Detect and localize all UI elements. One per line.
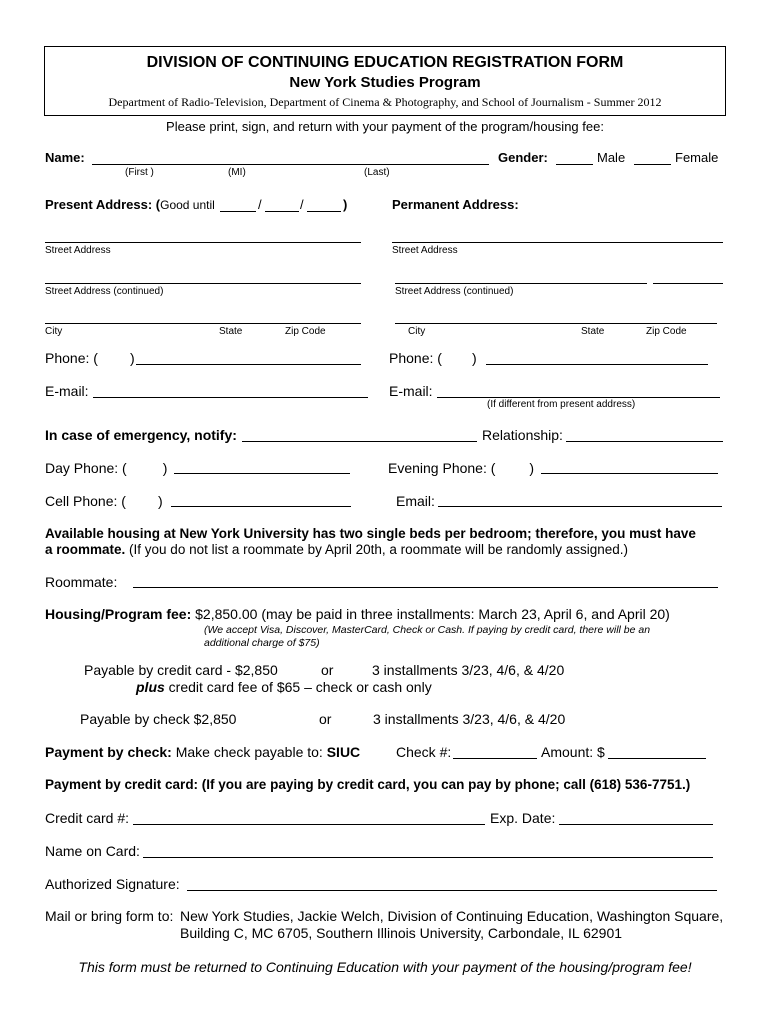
present-street2-field[interactable] xyxy=(45,283,361,284)
mail-label: Mail or bring form to: xyxy=(45,908,174,924)
mi-caption: (MI) xyxy=(228,167,246,178)
present-email-label: E-mail: xyxy=(45,383,89,399)
gender-label: Gender: xyxy=(498,150,548,165)
good-until-close: ) xyxy=(343,197,348,212)
form-title: DIVISION OF CONTINUING EDUCATION REGISTRATION FORM xyxy=(146,54,624,71)
present-street2-caption: Street Address (continued) xyxy=(45,286,164,297)
card-number-field[interactable] xyxy=(133,824,485,825)
evening-phone-field[interactable] xyxy=(541,473,718,474)
first-caption: (First ) xyxy=(125,167,154,178)
plus-fee-line: plus credit card fee of $65 – check or cash only xyxy=(136,679,432,695)
email-note: (If different from present address) xyxy=(487,399,636,410)
present-state-caption: State xyxy=(219,326,243,337)
check-option: Payable by check $2,850 xyxy=(80,711,237,727)
fee-note-2: additional charge of $75) xyxy=(204,637,320,649)
form-subtitle: New York Studies Program xyxy=(289,74,481,91)
name-label: Name: xyxy=(45,150,85,165)
signature-label: Authorized Signature: xyxy=(45,876,180,892)
present-street-caption: Street Address xyxy=(45,245,111,256)
permanent-street2-caption: Street Address (continued) xyxy=(395,286,514,297)
permanent-city-field[interactable] xyxy=(395,323,717,324)
last-caption: (Last) xyxy=(364,167,390,178)
roommate-field[interactable] xyxy=(133,587,718,588)
housing-line-2: a roommate. (If you do not list a roommate by April 20th, a roommate will be randomly assigned.) xyxy=(45,542,629,557)
slash-2: / xyxy=(300,197,304,212)
mail-line-1: New York Studies, Jackie Welch, Division of Continuing Education, Washington Square, xyxy=(180,908,724,924)
present-phone-label: Phone: ( ) xyxy=(45,350,135,366)
permanent-city-caption: City xyxy=(408,326,426,337)
credit-option: Payable by credit card - $2,850 xyxy=(84,662,278,678)
fee-note-1: (We accept Visa, Discover, MasterCard, Check or Cash. If paying by credit card, there will be an xyxy=(204,624,651,636)
permanent-email-label: E-mail: xyxy=(389,383,433,399)
payment-credit-line: Payment by credit card: (If you are paying by credit card, you can pay by phone; call (618) 536-7751.) xyxy=(45,777,691,792)
good-until-month[interactable] xyxy=(220,211,256,212)
emergency-contact-field[interactable] xyxy=(242,441,477,442)
fee-line: Housing/Program fee: $2,850.00 (may be paid in three installments: March 23, April 6, and April 20) xyxy=(45,606,670,622)
roommate-label: Roommate: xyxy=(45,574,118,590)
permanent-street2-field[interactable] xyxy=(395,283,647,284)
or-2: or xyxy=(319,711,332,727)
exp-date-field[interactable] xyxy=(559,824,713,825)
name-on-card-label: Name on Card: xyxy=(45,843,140,859)
good-until-year[interactable] xyxy=(307,211,341,212)
male-label: Male xyxy=(597,150,626,165)
mail-line-2: Building C, MC 6705, Southern Illinois University, Carbondale, IL 62901 xyxy=(180,925,623,941)
present-street-field[interactable] xyxy=(45,242,361,243)
amount-label: Amount: $ xyxy=(541,744,605,760)
cell-phone-field[interactable] xyxy=(171,506,351,507)
permanent-state-caption: State xyxy=(581,326,605,337)
permanent-street-field[interactable] xyxy=(392,242,723,243)
permanent-phone-field[interactable] xyxy=(486,364,708,365)
present-email-field[interactable] xyxy=(93,397,368,398)
good-until-day[interactable] xyxy=(265,211,299,212)
name-field[interactable] xyxy=(92,164,489,165)
emergency-email-field[interactable] xyxy=(438,506,722,507)
amount-field[interactable] xyxy=(608,758,706,759)
day-phone-label: Day Phone: ( ) xyxy=(45,460,168,476)
check-number-label: Check #: xyxy=(396,744,452,760)
signature-field[interactable] xyxy=(187,890,717,891)
permanent-street-caption: Street Address xyxy=(392,245,458,256)
present-phone-field[interactable] xyxy=(136,364,361,365)
installments-2: 3 installments 3/23, 4/6, & 4/20 xyxy=(373,711,566,727)
payment-check-line: Payment by check: Make check payable to: SIUC xyxy=(45,744,361,760)
day-phone-field[interactable] xyxy=(174,473,350,474)
female-field[interactable] xyxy=(634,164,671,165)
departments-line: Department of Radio-Television, Department of Cinema & Photography, and School of Journalism - Summer 2012 xyxy=(108,95,662,109)
emergency-label: In case of emergency, notify: xyxy=(45,427,237,443)
permanent-email-field[interactable] xyxy=(437,397,720,398)
relationship-label: Relationship: xyxy=(482,427,563,443)
card-number-label: Credit card #: xyxy=(45,810,130,826)
good-until-label: Good until xyxy=(160,198,215,212)
name-on-card-field[interactable] xyxy=(143,857,713,858)
relationship-field[interactable] xyxy=(566,441,723,442)
slash-1: / xyxy=(258,197,262,212)
permanent-phone-label: Phone: ( ) xyxy=(389,350,477,366)
emergency-email-label: Email: xyxy=(396,493,435,509)
present-city-field[interactable] xyxy=(45,323,361,324)
housing-line-1: Available housing at New York University has two single beds per bedroom; therefore, you must have xyxy=(45,526,696,541)
permanent-address-label: Permanent Address: xyxy=(392,197,519,212)
male-field[interactable] xyxy=(556,164,593,165)
check-number-field[interactable] xyxy=(453,758,537,759)
or-1: or xyxy=(321,662,334,678)
evening-phone-label: Evening Phone: ( ) xyxy=(388,460,535,476)
present-address-label: Present Address: (Good until xyxy=(45,197,215,212)
present-zip-caption: Zip Code xyxy=(285,326,326,337)
present-city-caption: City xyxy=(45,326,63,337)
permanent-zip-caption: Zip Code xyxy=(646,326,687,337)
footer-note: This form must be returned to Continuing Education with your payment of the housing/program fee! xyxy=(78,959,692,975)
female-label: Female xyxy=(675,150,719,165)
permanent-street2-field-b[interactable] xyxy=(653,283,723,284)
cell-phone-label: Cell Phone: ( ) xyxy=(45,493,163,509)
exp-date-label: Exp. Date: xyxy=(490,810,556,826)
instruction-text: Please print, sign, and return with your payment of the program/housing fee: xyxy=(166,119,604,134)
installments-1: 3 installments 3/23, 4/6, & 4/20 xyxy=(372,662,565,678)
